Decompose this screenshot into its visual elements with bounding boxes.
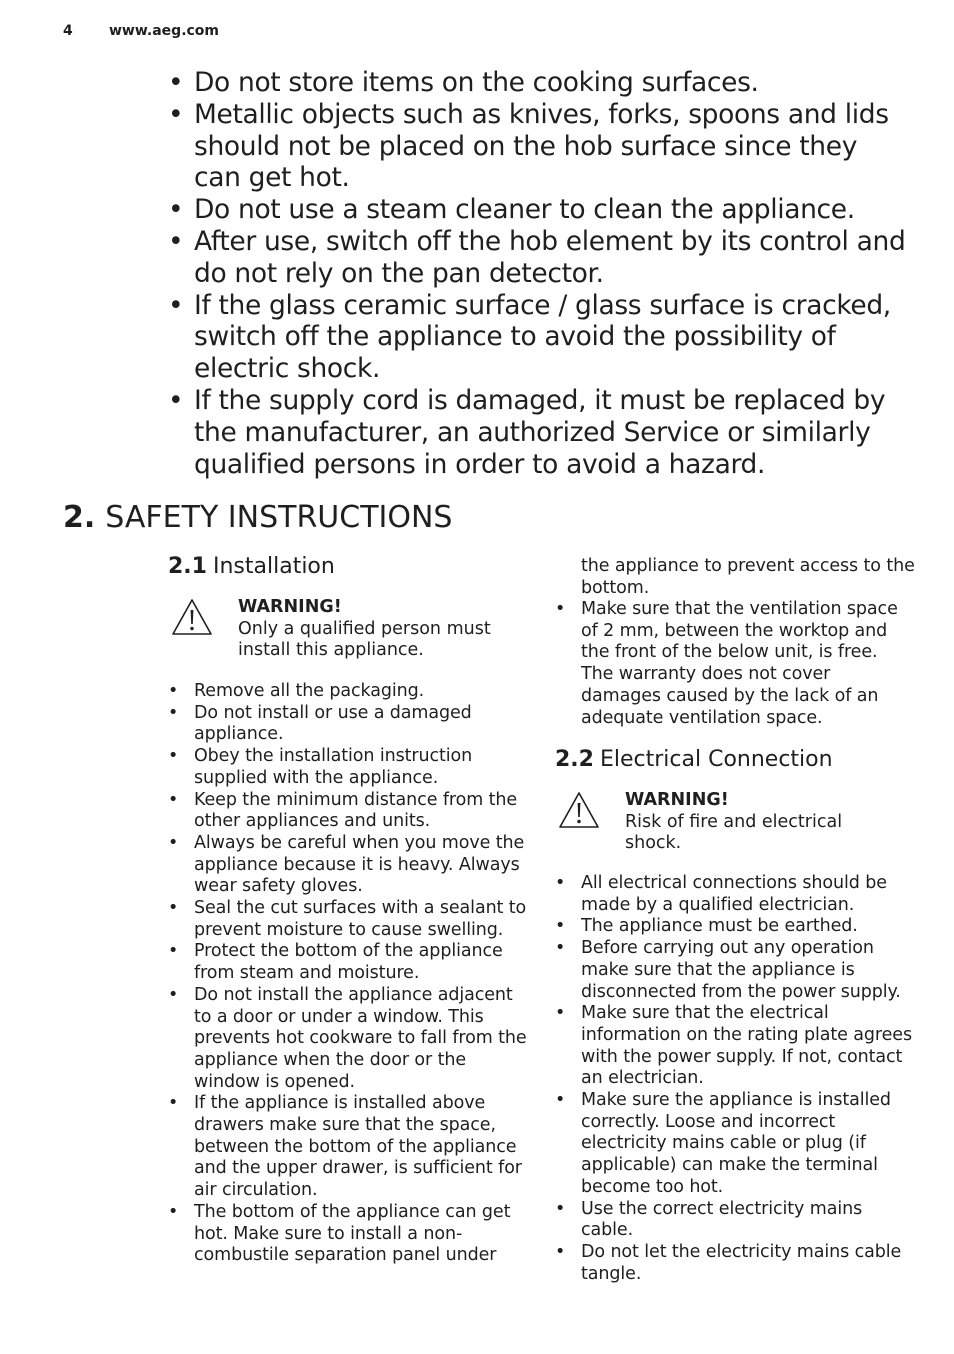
installation-number: 2.1 (168, 554, 207, 579)
list-item: • The appliance must be earthed. (555, 916, 917, 938)
installation-list-continued (555, 599, 915, 729)
list-item: • Remove all the packaging. (168, 681, 528, 703)
list-item: • Do not let the electricity mains cable tangle. (555, 1242, 917, 1285)
list-item: • Do not store items on the cooking surfaces. (168, 67, 908, 99)
page-number: 4 (63, 23, 73, 39)
list-item: • Make sure that the ventilation space of 2 mm, between the worktop and the front of the below unit, is free. The warranty does not cover damages caused by the lack of an adequate ventilation space. (555, 599, 915, 729)
list-item: • If the supply cord is damaged, it must be replaced by the manufacturer, an authorized Service or similarly qualified persons in order to avoid a hazard. (168, 385, 908, 480)
warning-icon (170, 597, 214, 637)
list-item: • Before carrying out any operation make sure that the appliance is disconnected from the power supply. (555, 938, 917, 1003)
warning-text: Risk of fire and electrical shock. (625, 811, 843, 853)
warning-text: Only a qualified person must install this appliance. (238, 618, 491, 660)
continued-text: the appliance to prevent access to the bottom. (581, 556, 915, 598)
electrical-title: Electrical Connection (599, 747, 833, 772)
list-item: • Seal the cut surfaces with a sealant to prevent moisture to cause swelling. (168, 898, 528, 941)
list-item: • Obey the installation instruction supplied with the appliance. (168, 746, 528, 789)
warning-title: WARNING! (238, 597, 342, 617)
list-item: • Do not install or use a damaged appliance. (168, 703, 528, 746)
list-item: • If the glass ceramic surface / glass surface is cracked, switch off the appliance to avoid the possibility of electric shock. (168, 290, 908, 385)
section-number: 2. (63, 500, 96, 535)
list-item: • After use, switch off the hob element by its control and do not rely on the pan detector. (168, 226, 908, 290)
general-safety-list (168, 67, 908, 480)
warning-icon (557, 790, 601, 830)
section-title: SAFETY INSTRUCTIONS (105, 500, 453, 535)
list-item: • Metallic objects such as knives, forks, spoons and lids should not be placed on the hob surface since they can get hot. (168, 99, 908, 194)
list-item: • Use the correct electricity mains cable. (555, 1199, 917, 1242)
installation-warning (170, 597, 500, 662)
installation-list (168, 681, 528, 1267)
list-item: • Keep the minimum distance from the other appliances and units. (168, 790, 528, 833)
list-item: • Make sure that the electrical information on the rating plate agrees with the power supply. If not, contact an electrician. (555, 1003, 917, 1090)
electrical-warning (557, 790, 887, 855)
section-heading (63, 500, 452, 536)
installation-title: Installation (212, 554, 335, 579)
list-item: • Make sure the appliance is installed correctly. Loose and incorrect electricity mains cable or plug (if applicable) can make the terminal become too hot. (555, 1090, 917, 1199)
list-item: • Do not use a steam cleaner to clean the appliance. (168, 194, 908, 226)
list-item: • Do not install the appliance adjacent to a door or under a window. This prevents hot cookware to fall from the appliance when the door or the window is opened. (168, 985, 528, 1094)
electrical-list (555, 873, 917, 1285)
list-item: • The bottom of the appliance can get hot. Make sure to install a non-combustile separation panel under (168, 1202, 528, 1267)
list-item: • All electrical connections should be made by a qualified electrician. (555, 873, 917, 916)
electrical-heading (555, 747, 833, 773)
installation-heading (168, 554, 335, 580)
list-item: • If the appliance is installed above drawers make sure that the space, between the bottom of the appliance and the upper drawer, is sufficient for air circulation. (168, 1093, 528, 1202)
list-item: • Protect the bottom of the appliance from steam and moisture. (168, 941, 528, 984)
list-item: • Always be careful when you move the appliance because it is heavy. Always wear safety gloves. (168, 833, 528, 898)
page-header (63, 23, 219, 39)
warning-title: WARNING! (625, 790, 729, 810)
electrical-number: 2.2 (555, 747, 594, 772)
website-url: www.aeg.com (109, 23, 220, 39)
